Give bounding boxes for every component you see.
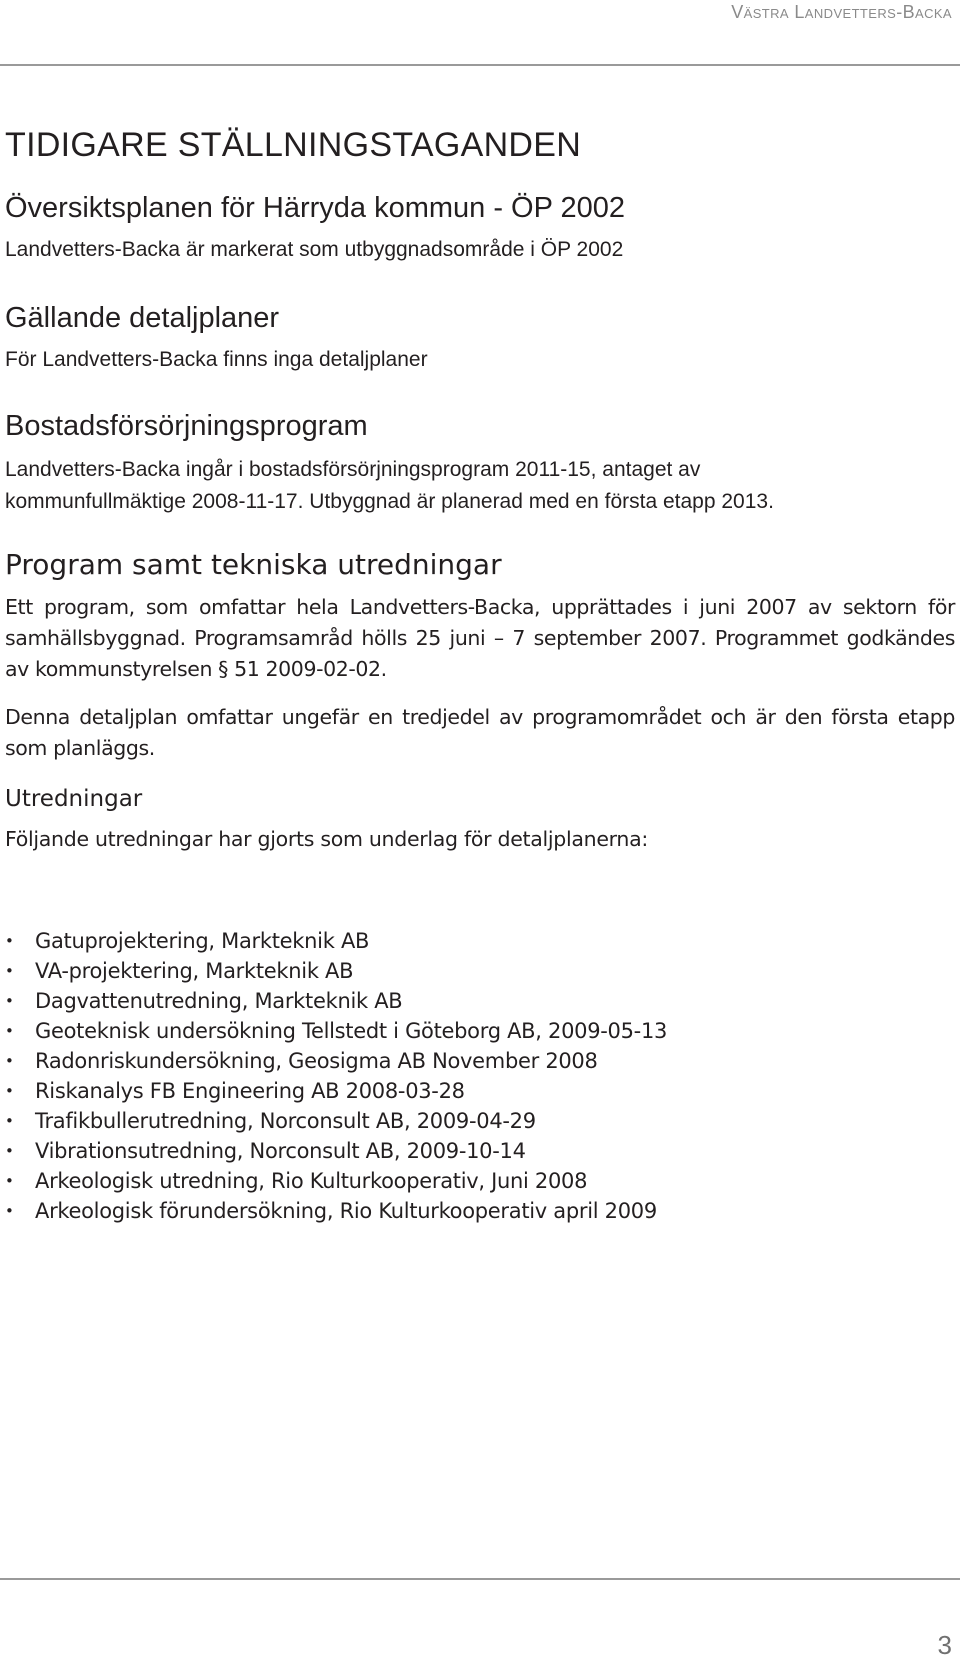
heading-utredningar: Utredningar bbox=[5, 786, 143, 812]
text-bostad-line1: Landvetters-Backa ingår i bostadsförsörjningsprogram 2011-15, antaget av bbox=[5, 458, 701, 481]
footer-divider bbox=[0, 1578, 960, 1580]
header-divider bbox=[0, 64, 960, 66]
text-program-para2: Denna detaljplan omfattar ungefär en tredjedel av programområdet och är den första etapp som planläggs. bbox=[5, 705, 955, 760]
text-program-para1: Ett program, som omfattar hela Landvetters-Backa, upprättades i juni 2007 av sektorn för samhällsbyggnad. Programsamråd hölls 25 juni – 7 september 2007. Programmet godkändes av kommunstyrelsen § 51 2009-02-02. bbox=[5, 595, 955, 681]
utredningar-list bbox=[5, 926, 955, 1226]
list-item: • Vibrationsutredning, Norconsult AB, 2009-10-14 bbox=[5, 1136, 955, 1166]
text-oversiktsplan: Landvetters-Backa är markerat som utbyggnadsområde i ÖP 2002 bbox=[5, 238, 624, 261]
list-item: • Trafikbullerutredning, Norconsult AB, 2009-04-29 bbox=[5, 1106, 955, 1136]
list-item: • Dagvattenutredning, Markteknik AB bbox=[5, 986, 955, 1016]
text-detaljplaner: För Landvetters-Backa finns inga detaljplaner bbox=[5, 348, 428, 371]
list-item: • Arkeologisk utredning, Rio Kulturkooperativ, Juni 2008 bbox=[5, 1166, 955, 1196]
list-item: • VA-projektering, Markteknik AB bbox=[5, 956, 955, 986]
heading-bostadsforsorjning: Bostadsförsörjningsprogram bbox=[5, 410, 368, 442]
heading-program: Program samt tekniska utredningar bbox=[5, 548, 502, 581]
text-bostad-line2: kommunfullmäktige 2008-11-17. Utbyggnad är planerad med en första etapp 2013. bbox=[5, 490, 774, 513]
heading-oversiktsplan: Översiktsplanen för Härryda kommun - ÖP 2002 bbox=[5, 192, 626, 224]
list-item: • Arkeologisk förundersökning, Rio Kulturkooperativ april 2009 bbox=[5, 1196, 955, 1226]
heading-detaljplaner: Gällande detaljplaner bbox=[5, 302, 280, 334]
running-header: Västra Landvetters-Backa bbox=[731, 2, 952, 22]
list-item: • Radonriskundersökning, Geosigma AB November 2008 bbox=[5, 1046, 955, 1076]
page-title: TIDIGARE STÄLLNINGSTAGANDEN bbox=[5, 126, 582, 164]
list-item: • Riskanalys FB Engineering AB 2008-03-28 bbox=[5, 1076, 955, 1106]
text-utredningar-intro: Följande utredningar har gjorts som underlag för detaljplanerna: bbox=[5, 827, 648, 851]
page-number: 3 bbox=[937, 1630, 952, 1660]
list-item: • Geoteknisk undersökning Tellstedt i Göteborg AB, 2009-05-13 bbox=[5, 1016, 955, 1046]
list-item: • Gatuprojektering, Markteknik AB bbox=[5, 926, 955, 956]
